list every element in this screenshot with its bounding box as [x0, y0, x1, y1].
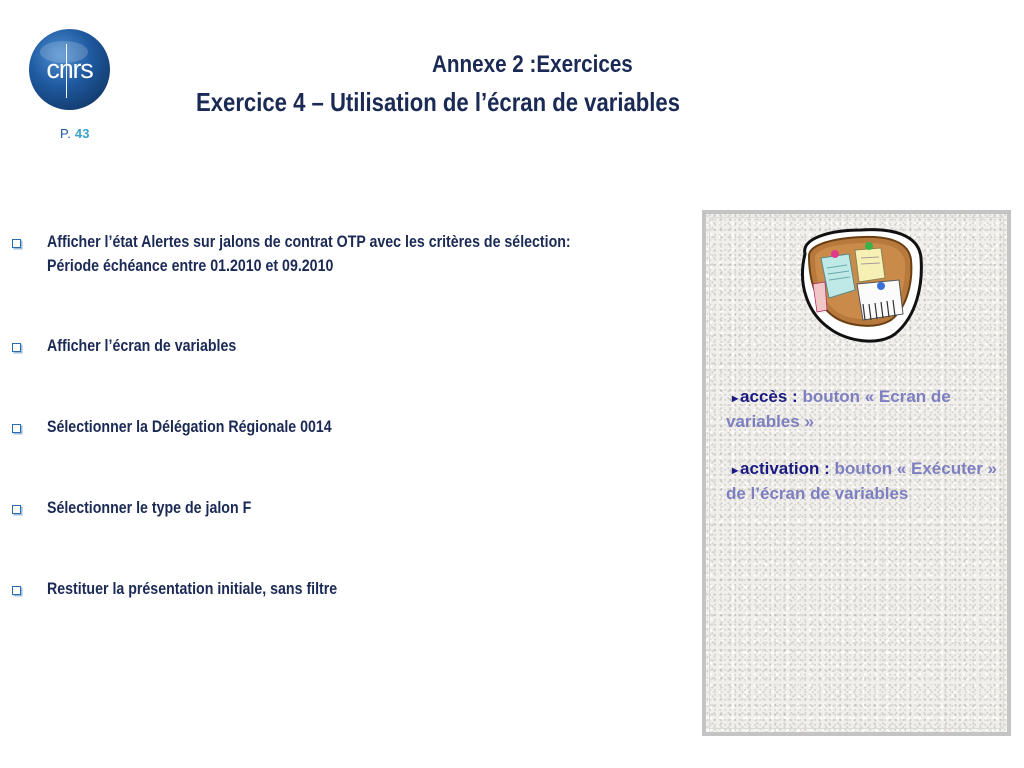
note-label: activation :: [740, 459, 830, 478]
list-item: [12, 230, 656, 278]
list-item: [12, 334, 267, 358]
note-text: bouton « Exécuter » de l’écran de variables: [726, 459, 997, 503]
slide-title: Annexe 2 :Exercices: [432, 51, 633, 78]
step-text: Afficher l’écran de variables: [47, 337, 237, 355]
page-number: [60, 126, 90, 141]
checkbox-bullet-icon: [12, 343, 21, 352]
page-prefix: P.: [60, 126, 72, 141]
note-label: accès :: [740, 387, 798, 406]
activation-note: [726, 457, 1002, 506]
note-text: bouton « Ecran de variables »: [726, 387, 951, 431]
corkboard-icon: [791, 224, 923, 346]
cnrs-logo-icon: [28, 28, 111, 111]
checkbox-bullet-icon: [12, 239, 21, 248]
step-text: Afficher l’état Alertes sur jalons de contrat OTP avec les critères de sélection:: [47, 233, 571, 251]
step-text-continued: Période échéance entre 01.2010 et 09.2010: [47, 257, 334, 275]
tips-panel: [702, 210, 1011, 736]
checkbox-bullet-icon: [12, 424, 21, 433]
list-item: [12, 415, 378, 439]
step-text: Restituer la présentation initiale, sans filtre: [47, 580, 338, 598]
checkbox-bullet-icon: [12, 586, 21, 595]
list-item: [12, 577, 384, 601]
svg-text:cnrs: cnrs: [46, 54, 93, 84]
cnrs-logo: [28, 28, 111, 111]
slide-subtitle: Exercice 4 – Utilisation de l’écran de variables: [196, 87, 680, 117]
step-text: Sélectionner la Délégation Régionale 0014: [47, 418, 332, 436]
checkbox-bullet-icon: [12, 505, 21, 514]
step-text: Sélectionner le type de jalon F: [47, 499, 252, 517]
access-note: [726, 385, 1002, 434]
list-item: [12, 496, 284, 520]
arrow-right-icon: ▸: [732, 391, 739, 405]
page-number-value: 43: [74, 126, 90, 141]
arrow-right-icon: ▸: [732, 463, 739, 477]
